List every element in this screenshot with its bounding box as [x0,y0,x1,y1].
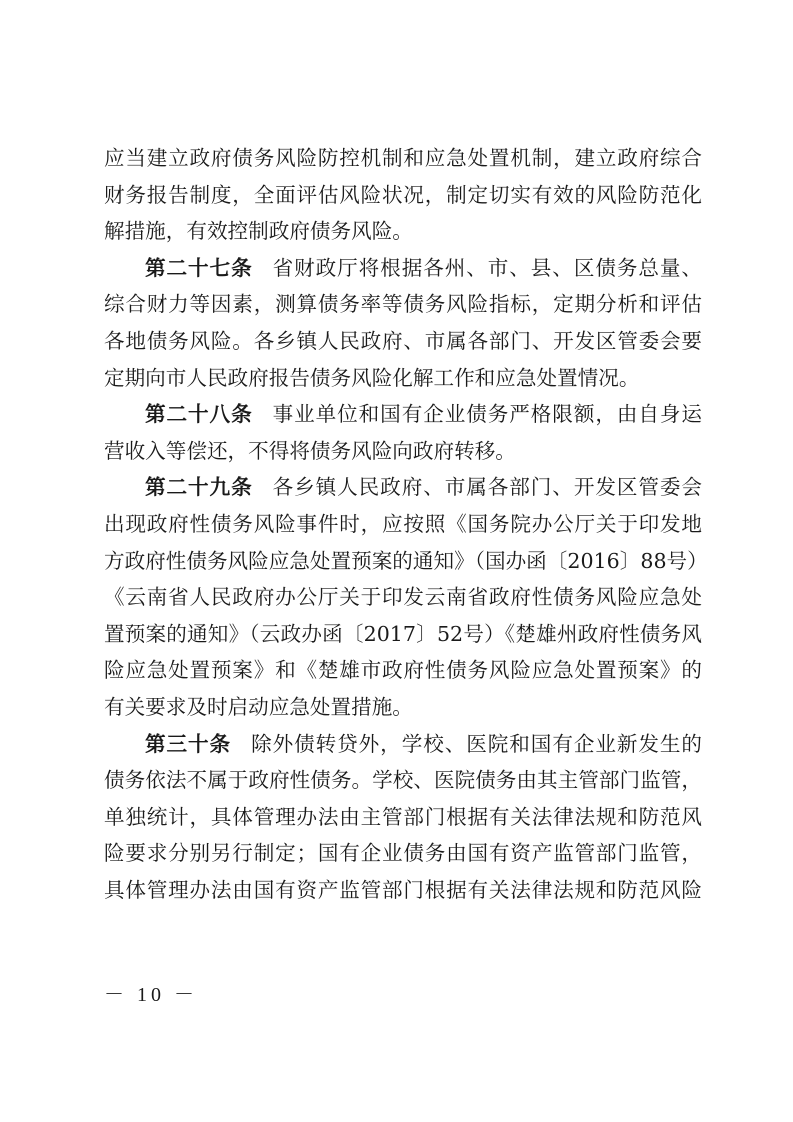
text-line: 定期向市人民政府报告债务风险化解工作和应急处置情况。 [104,365,640,390]
text-line: 营收入等偿还，不得将债务风险向政府转移。 [104,438,516,463]
page-number: － 10 － [104,984,198,1006]
article-text: 除外债转贷外，学校、医院和国有企业新发生的 [251,731,703,756]
article-number: 第二十八条 [145,402,253,427]
text-line: 险要求分别另行制定；国有企业债务由国有资产监管部门监管， [104,841,702,866]
article-text: 各乡镇人民政府、市属各部门、开发区管委会 [272,475,703,500]
article-first-line [104,396,702,433]
text-line: 《云南省人民政府办公厅关于印发云南省政府性债务风险应急处 [104,585,702,610]
article-first-line [104,469,702,506]
article-number: 第三十条 [145,731,232,756]
article-text: 事业单位和国有企业债务严格限额，由自身运 [272,402,703,427]
text-line: 置预案的通知》（云政办函〔2017〕52号）《楚雄州政府性债务风 [104,621,702,646]
article-first-line [104,726,702,763]
text-line: 债务依法不属于政府性债务。学校、医院债务由其主管部门监管， [104,768,702,793]
text-line: 出现政府性债务风险事件时，应按照《国务院办公厅关于印发地 [104,511,702,536]
article-number: 第二十九条 [145,475,253,500]
text-line: 应当建立政府债务风险防控机制和应急处置机制，建立政府综合 [104,146,702,170]
text-line: 各地债务风险。各乡镇人民政府、市属各部门、开发区管委会要 [104,328,702,353]
article-text: 省财政厅将根据各州、市、县、区债务总量、 [272,255,703,280]
text-line: 综合财力等因素，测算债务率等债务风险指标，定期分析和评估 [104,292,702,317]
text-line: 方政府性债务风险应急处置预案的通知》（国办函〔2016〕88号） [104,548,708,573]
text-line: 险应急处置预案》和《楚雄市政府性债务风险应急处置预案》的 [104,658,702,683]
document-body [104,140,708,908]
text-line: 有关要求及时启动应急处置措施。 [104,694,413,719]
text-line: 财务报告制度，全面评估风险状况，制定切实有效的风险防范化 [104,182,702,207]
text-line: 具体管理办法由国有资产监管部门根据有关法律法规和防范风险 [104,877,702,902]
article-number: 第二十七条 [145,255,253,280]
article-first-line [104,250,702,287]
text-line: 单独统计，具体管理办法由主管部门根据有关法律法规和防范风 [104,804,702,829]
text-line: 解措施，有效控制政府债务风险。 [104,219,413,244]
